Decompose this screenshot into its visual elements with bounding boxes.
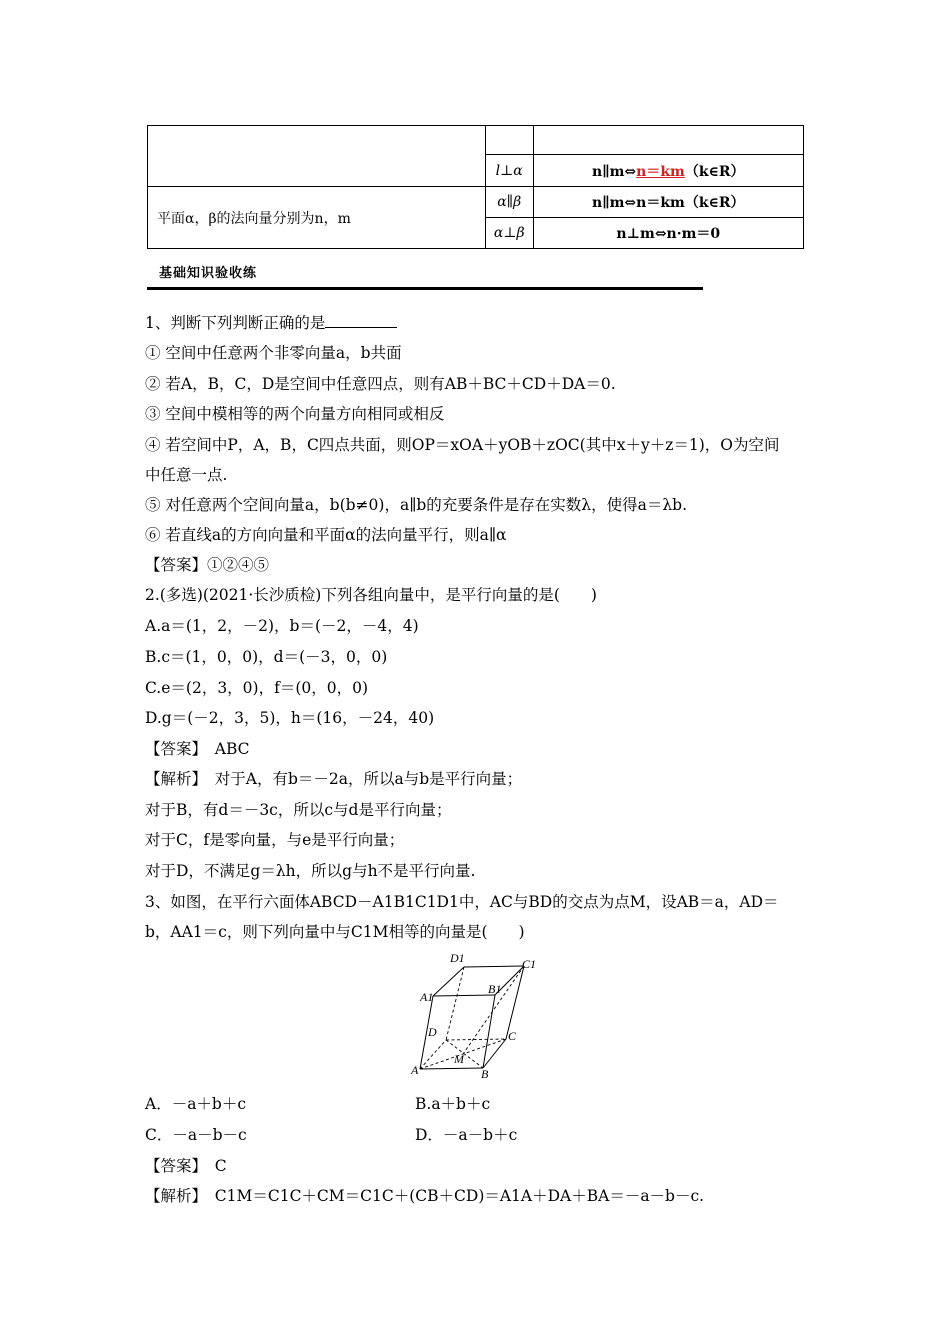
edge-dc-hidden [446,1039,506,1040]
question-2: 2.(多选)(2021·长沙质检)下列各组向量中，是平行向量的是( ) [145,586,597,604]
option-3c: C．－a－b－c [145,1126,247,1144]
relation-line-perp: l⊥α [485,155,533,187]
answer-2: 【答案】 ABC [145,740,250,758]
label-d: D [428,1025,437,1039]
label-d1: D1 [450,951,465,965]
table-cell-blank-formula [533,126,803,155]
label-m: M [454,1052,464,1066]
question-3: 3、如图，在平行六面体ABCD－A1B1C1D1中，AC与BD的交点为点M，设AB＝a，AD＝ [145,893,779,911]
statement-1: ① 空间中任意两个非零向量a，b共面 [145,344,402,362]
edge-d1d-hidden [446,967,464,1040]
option-2c: C.e＝(2，3，0)，f＝(0，0，0) [145,679,369,697]
answer-1: 【答案】①②④⑤ [145,556,270,574]
relation-plane-parallel: α∥β [485,187,533,218]
table-cell-blank-rel [485,126,533,155]
plane-normal-label: 平面α，β的法向量分别为n，m [148,187,486,249]
statement-5: ⑤ 对任意两个空间向量a，b(b≠0)，a∥b的充要条件是存在实数λ，使得a＝λb. [145,496,688,514]
option-2d: D.g＝(－2，3，5)，h＝(16，－24，40) [145,709,435,727]
normal-vector-table [147,125,804,249]
parallelepiped-figure [408,948,558,1083]
edge-c1d1 [464,966,524,967]
table-cell-empty [148,126,486,187]
analysis-2-d: 对于D，不满足g＝λh，所以g与h不是平行向量. [145,862,476,880]
statement-4: ④ 若空间中P，A，B，C四点共面，则OP＝xOA＋yOB＋zOC(其中x＋y＋z＝1)，O为空间 [145,436,780,454]
label-b: B [481,1067,489,1081]
label-c: C [508,1029,517,1043]
option-3b: B.a＋b＋c [415,1095,491,1113]
label-c1: C1 [522,957,537,971]
analysis-2-a: 【解析】 对于A，有b＝－2a，所以a与b是平行向量； [145,770,523,788]
edge-b1b [483,995,495,1068]
formula-line-perp: n∥m⇔n＝km（k∈R） [533,155,803,187]
formula-plane-perp: n⊥m⇔n·m＝0 [533,218,803,249]
statement-2: ② 若A，B，C，D是空间中任意四点，则有AB＋BC＋CD＋DA＝0. [145,375,616,393]
analysis-3: 【解析】 C1M＝C1C＋CM＝C1C＋(CB＋CD)＝A1A＋DA＋BA＝－a－b－c. [145,1187,705,1205]
section-heading: 基础知识验收练 [147,259,703,290]
relation-plane-perp: α⊥β [485,218,533,249]
option-2b: B.c＝(1，0，0)，d＝(－3，0，0) [145,648,388,666]
edge-a1b1 [433,995,495,996]
option-3a: A．－a＋b＋c [145,1095,247,1113]
edge-ab [420,1068,483,1069]
answer-blank [325,313,397,328]
option-2a: A.a＝(1，2，－2)，b＝(－2，－4，4) [145,617,419,635]
option-3d: D．－a－b＋c [415,1126,518,1144]
edge-d1a1 [433,967,464,996]
answer-3: 【答案】 C [145,1157,227,1175]
statement-3: ③ 空间中模相等的两个向量方向相同或相反 [145,405,445,423]
analysis-2-c: 对于C，f是零向量，与e是平行向量； [145,831,405,849]
analysis-2-b: 对于B，有d＝－3c，所以c与d是平行向量； [145,801,452,819]
statement-4-cont: 中任意一点. [145,466,228,484]
label-b1: B1 [488,982,502,996]
label-a1: A1 [420,990,434,1004]
label-a: A [411,1063,419,1077]
formula-plane-parallel: n∥m⇔n＝km（k∈R） [533,187,803,218]
question-1: 1、判断下列判断正确的是 [145,311,397,333]
statement-6: ⑥ 若直线a的方向向量和平面α的法向量平行，则a∥α [145,526,507,544]
diagonal-bd [446,1040,483,1068]
question-3-cont: b，AA1＝c，则下列向量中与C1M相等的向量是( ) [145,923,525,941]
